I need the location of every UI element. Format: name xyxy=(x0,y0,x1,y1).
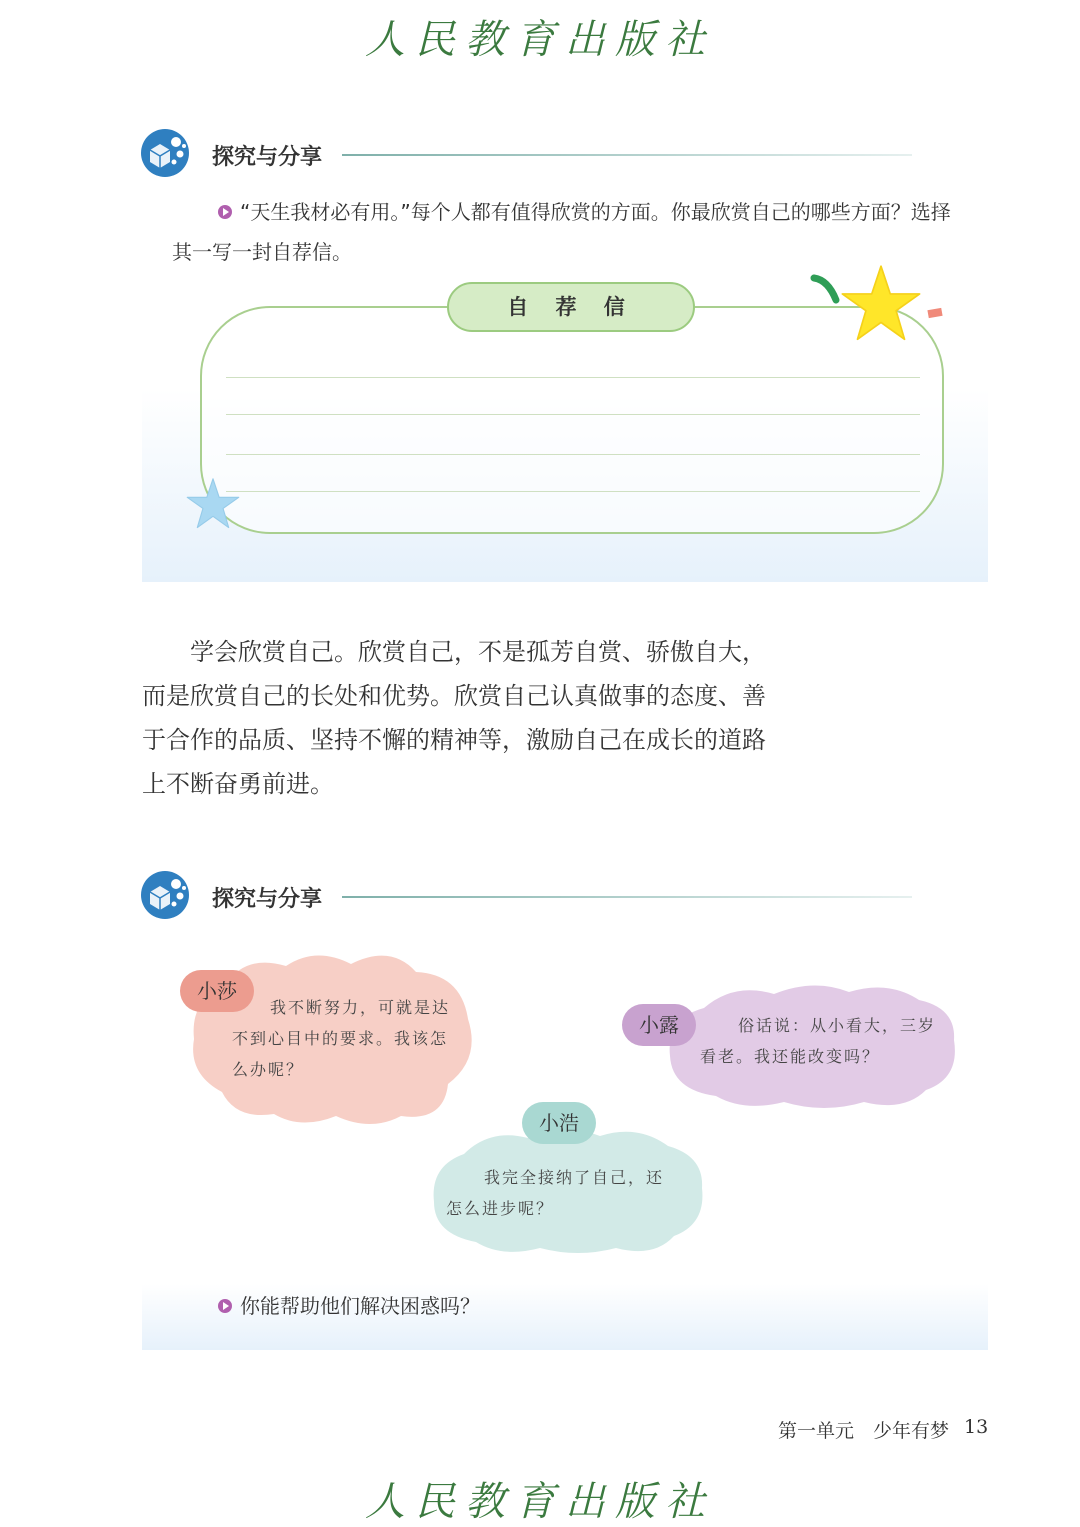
speaker-tag: 小露 xyxy=(622,1004,696,1046)
letter-title-pill: 自 荐 信 xyxy=(447,282,695,332)
writing-line xyxy=(226,491,920,492)
yellow-star-icon xyxy=(838,262,924,346)
section-title: 探究与分享 xyxy=(212,145,323,170)
cube-bubbles-icon xyxy=(140,870,190,920)
play-bullet-icon xyxy=(218,1299,232,1313)
letter-writing-box xyxy=(200,306,944,534)
activity-prompt xyxy=(172,192,968,272)
publisher-watermark-bottom: 人民教育出版社 xyxy=(365,1479,715,1525)
body-paragraph: 学会欣赏自己。欣赏自己，不是孤芳自赏、骄傲自大，而是欣赏自己的长处和优势。欣赏自己认真做事的态度、善于合作的品质、坚持不懈的精神等，激励自己在成长的道路上不断奋勇前进。 xyxy=(142,638,766,798)
play-bullet-icon xyxy=(218,205,232,219)
cube-bubbles-icon xyxy=(140,128,190,178)
section-title: 探究与分享 xyxy=(212,887,323,912)
bubble-text: 我完全接纳了自己，还怎么进步呢？ xyxy=(446,1168,665,1218)
discussion-question xyxy=(218,1286,918,1326)
section-divider xyxy=(342,896,912,898)
publisher-watermark-top: 人民教育出版社 xyxy=(365,17,715,63)
page-number: 13 xyxy=(964,1416,989,1438)
speaker-tag: 小莎 xyxy=(180,970,254,1012)
prompt-text: “天生我材必有用。”每个人都有值得欣赏的方面。你最欣赏自己的哪些方面？选择其一写一封自荐信。 xyxy=(172,200,951,264)
bubble-text: 我不断努力，可就是达不到心目中的要求。我该怎么办呢？ xyxy=(232,998,451,1079)
writing-line xyxy=(226,377,920,378)
writing-line xyxy=(226,454,920,455)
unit-label: 第一单元 少年有梦 xyxy=(778,1420,950,1442)
speaker-tag: 小浩 xyxy=(522,1102,596,1144)
bubble-text: 俗话说：从小看大，三岁看老。我还能改变吗？ xyxy=(700,1016,937,1066)
writing-line xyxy=(226,414,920,415)
question-text: 你能帮助他们解决困惑吗？ xyxy=(240,1294,480,1318)
section-divider xyxy=(342,154,912,156)
blue-star-icon xyxy=(184,476,242,532)
